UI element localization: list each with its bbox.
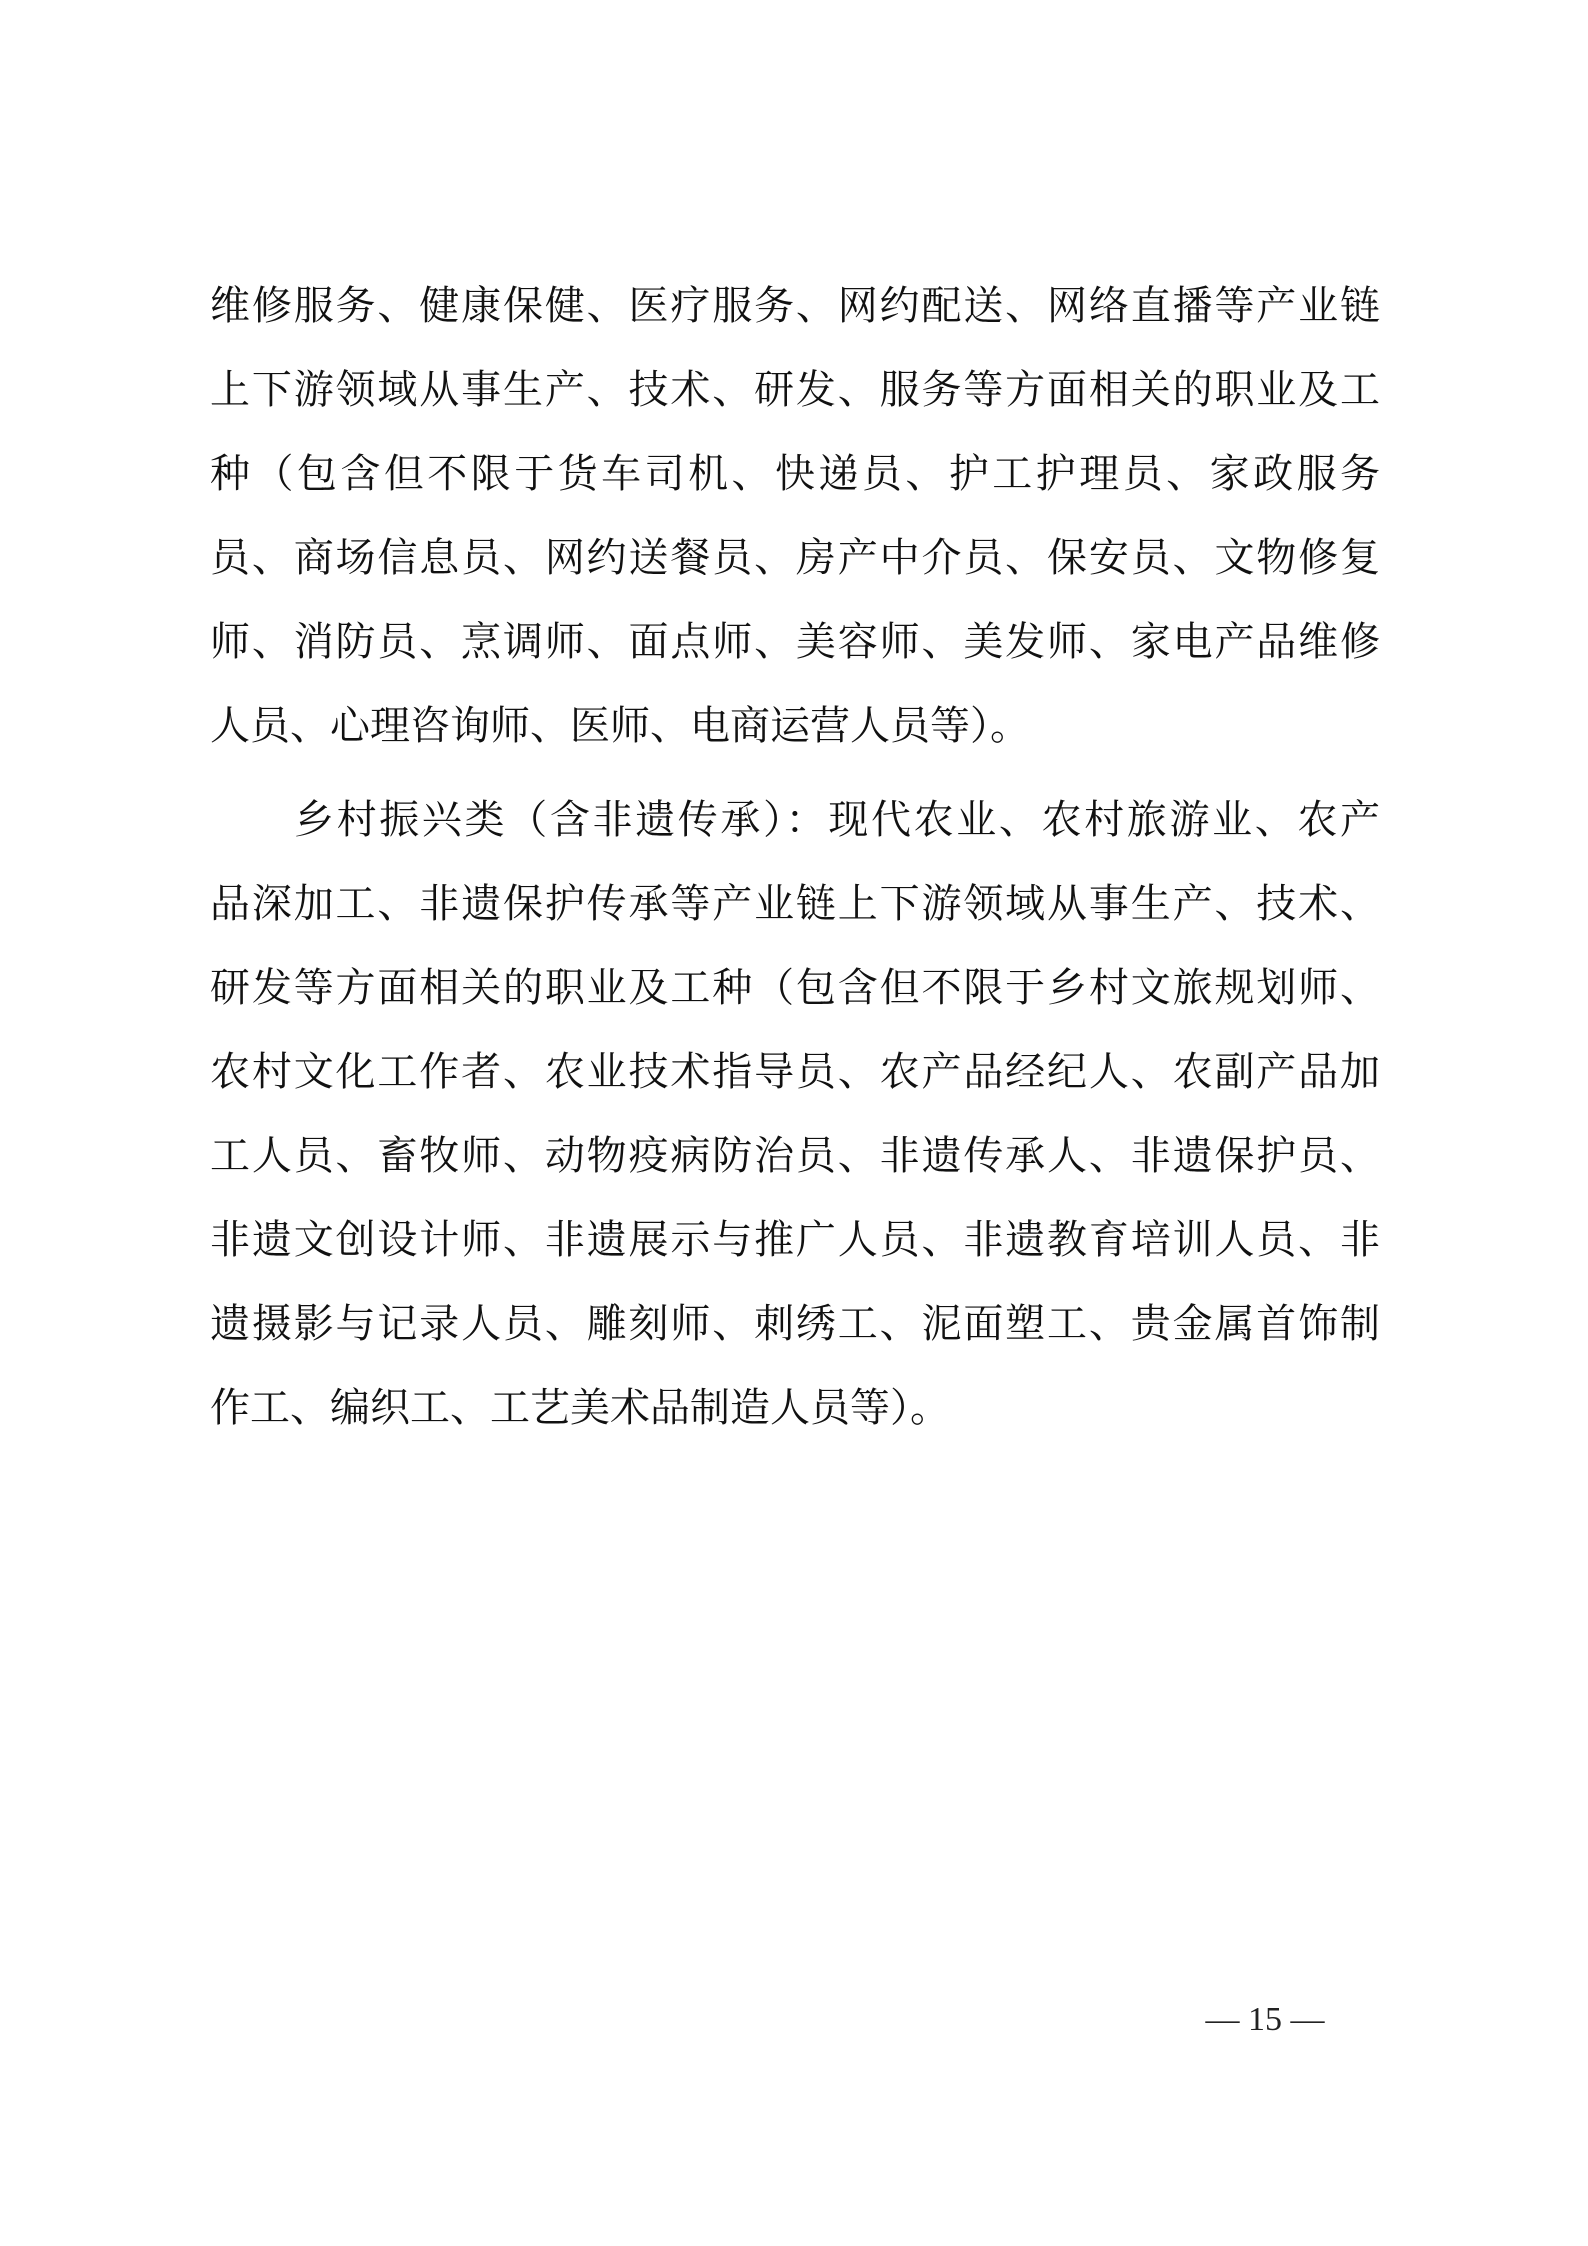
- page-number: — 15 —: [1205, 2001, 1325, 2038]
- text-line: 师、消防员、烹调师、面点师、美容师、美发师、家电产品维修: [210, 619, 1380, 665]
- text-line: 遗摄影与记录人员、雕刻师、刺绣工、泥面塑工、贵金属首饰制: [210, 1301, 1380, 1347]
- text-line: 上下游领域从事生产、技术、研发、服务等方面相关的职业及工: [210, 367, 1380, 413]
- paragraph-2: [210, 778, 1380, 1450]
- text-line: 研发等方面相关的职业及工种（包含但不限于乡村文旅规划师、: [210, 965, 1380, 1011]
- text-line: 品深加工、非遗保护传承等产业链上下游领域从事生产、技术、: [210, 881, 1380, 927]
- text-line: 非遗文创设计师、非遗展示与推广人员、非遗教育培训人员、非: [210, 1217, 1380, 1263]
- body-text: [210, 264, 1380, 1450]
- text-line: 人员、心理咨询师、医师、电商运营人员等）。: [210, 703, 1030, 749]
- text-line: 员、商场信息员、网约送餐员、房产中介员、保安员、文物修复: [210, 535, 1380, 581]
- text-line: 种（包含但不限于货车司机、快递员、护工护理员、家政服务: [210, 451, 1380, 497]
- text-line: 乡村振兴类（含非遗传承）：现代农业、农村旅游业、农产: [294, 797, 1380, 843]
- text-line: 农村文化工作者、农业技术指导员、农产品经纪人、农副产品加: [210, 1049, 1380, 1095]
- paragraph-gap: [210, 768, 1380, 778]
- paragraph-1: [210, 264, 1380, 768]
- text-line: 工人员、畜牧师、动物疫病防治员、非遗传承人、非遗保护员、: [210, 1133, 1380, 1179]
- text-line: 作工、编织工、工艺美术品制造人员等）。: [210, 1385, 950, 1431]
- text-line: 维修服务、健康保健、医疗服务、网约配送、网络直播等产业链: [210, 283, 1380, 329]
